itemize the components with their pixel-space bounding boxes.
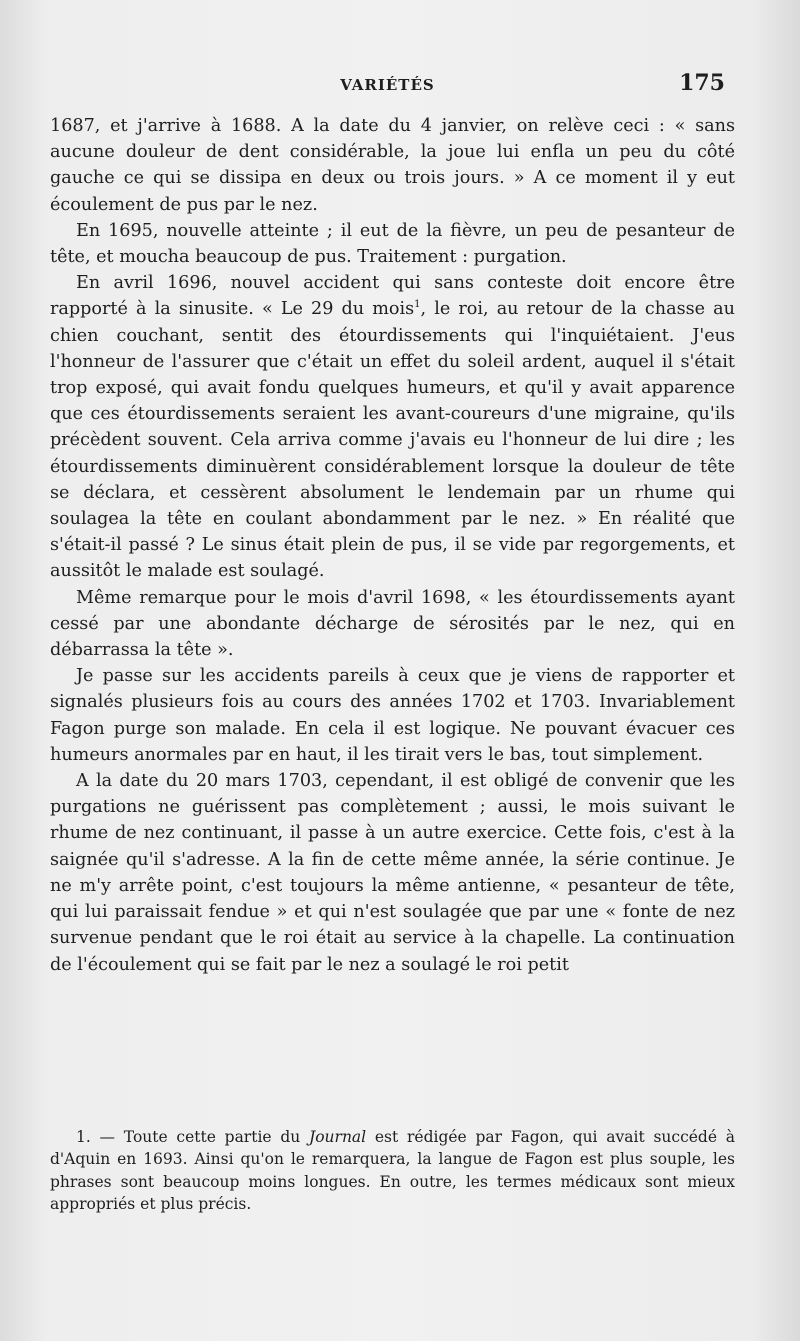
body-text: [50, 113, 735, 978]
paragraph: Même remarque pour le mois d'avril 1698, « les étourdissements ayant cessé par une abondante décharge de sérosités par le nez, qui en débarrassa la tête ».: [50, 587, 735, 661]
page-number: 175: [679, 70, 725, 96]
paragraph: Je passe sur les accidents pareils à ceux que je viens de rapporter et signalés plusieurs fois au cours des années 1702 et 1703. Invariablement Fagon purge son malade. En cela il est logique. Ne pouvant évacuer ces humeurs anormales par en haut, il les tirait vers le bas, tout simplement.: [50, 666, 735, 765]
footnote-italic-title: Journal: [309, 1128, 367, 1146]
footnote-reference[interactable]: 1: [414, 299, 421, 311]
paragraph: A la date du 20 mars 1703, cependant, il est obligé de convenir que les purgations ne guérissent pas complètement ; aussi, le mois suivant le rhume de nez continuant, il passe à un autre exercice. Cette fois, c'est à la saignée qu'il s'adresse. A la fin de cette même année, la série continue. Je ne m'y arrête point, c'est toujours la même antienne, « pesanteur de tête, qui lui paraissait fendue » et qui n'est soulagée que par une « fonte de nez survenue pendant que le roi était au service à la chapelle. La continuation de l'écoulement qui se fait par le nez a soulagé le roi petit: [50, 771, 735, 975]
paragraph: 1687, et j'arrive à 1688. A la date du 4 janvier, on relève ceci : « sans aucune douleur de dent considérable, la joue lui enfla un peu du côté gauche ce qui se dissipa en deux ou trois jours. » A ce moment il y eut écoulement de pus par le nez.: [50, 116, 735, 215]
paragraph: [50, 270, 735, 584]
paragraph: En 1695, nouvelle atteinte ; il eut de la fièvre, un peu de pesanteur de tête, et moucha beaucoup de pus. Traitement : purgation.: [50, 220, 735, 268]
footnote-number: 1.: [76, 1128, 91, 1146]
footnote: [50, 1126, 735, 1215]
paragraph-text: En avril 1696, nouvel accident qui sans conteste doit encore être rapporté à la sinusite. « Le 29 du mois: [50, 273, 735, 320]
running-head: VARIÉTÉS: [340, 76, 435, 94]
footnote-text: est rédigée par Fagon, qui avait succédé à d'Aquin en 1693. Ainsi qu'on le remarquera, la langue de Fagon est plus souple, les phrases sont beaucoup moins longues. En outre, les termes médicaux sont mieux appropriés et plus précis.: [50, 1128, 736, 1213]
footnote-text: — Toute cette partie du: [90, 1128, 309, 1146]
paragraph-text: , le roi, au retour de la chasse au chien couchant, sentit des étourdissements qui l'inquiétaient. J'eus l'honneur de l'assurer que c'était un effet du soleil ardent, auquel il s'était trop exposé, qui avait fondu quelques humeurs, et qu'il y avait apparence que ces étourdissements seraient les avant-coureurs d'une migraine, qu'ils précèdent souvent. Cela arriva comme j'avais eu l'honneur de lui dire ; les étourdissements diminuèrent considérablement lorsque la douleur de tête se déclara, et cessèrent absolument le lendemain par un rhume qui soulagea la tête en coulant abondamment par le nez. » En réalité que s'était-il passé ? Le sinus était plein de pus, il se vide par regorgements, et aussitôt le malade est soulagé.: [50, 299, 735, 582]
page-header: [50, 70, 725, 104]
